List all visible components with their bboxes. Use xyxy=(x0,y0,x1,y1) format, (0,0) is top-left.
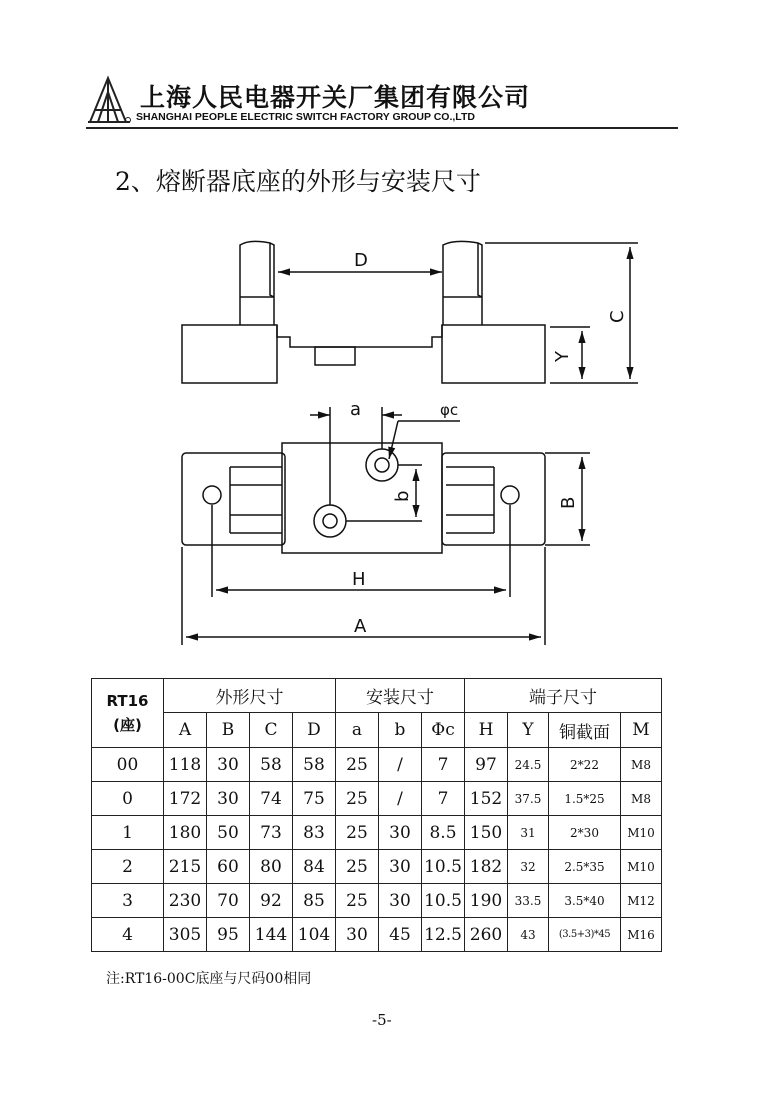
spec-table xyxy=(91,678,662,952)
table-cell: 50 xyxy=(207,816,250,850)
table-cell: 2 xyxy=(92,850,164,884)
col-header: B xyxy=(207,713,250,748)
table-cell: 104 xyxy=(293,918,336,952)
table-cell: 30 xyxy=(207,748,250,782)
table-cell: 43 xyxy=(508,918,549,952)
table-cell: 180 xyxy=(164,816,207,850)
table-cell: (3.5+3)*45 xyxy=(549,918,621,952)
table-cell: 58 xyxy=(293,748,336,782)
table-cell: 95 xyxy=(207,918,250,952)
table-cell: 70 xyxy=(207,884,250,918)
company-logo-icon xyxy=(86,74,132,126)
dim-label-Y: Y xyxy=(552,351,573,362)
dim-label-C: C xyxy=(607,310,628,323)
col-header: 铜截面 xyxy=(549,713,621,748)
table-cell: / xyxy=(379,748,422,782)
dim-label-b: b xyxy=(392,490,413,502)
table-row xyxy=(92,850,662,884)
table-cell: 172 xyxy=(164,782,207,816)
corner-line-1: RT16 xyxy=(106,692,149,710)
table-cell: M8 xyxy=(621,782,662,816)
table-cell: 2*30 xyxy=(549,816,621,850)
section-title: 2、熔断器底座的外形与安装尺寸 xyxy=(115,167,481,196)
table-cell: 3 xyxy=(92,884,164,918)
table-row xyxy=(92,918,662,952)
company-name-cn: 上海人民电器开关厂集团有限公司 xyxy=(140,83,531,112)
table-cell: 58 xyxy=(250,748,293,782)
table-cell: 144 xyxy=(250,918,293,952)
table-cell: 118 xyxy=(164,748,207,782)
table-cell: 215 xyxy=(164,850,207,884)
col-header: H xyxy=(465,713,508,748)
table-cell: 8.5 xyxy=(422,816,465,850)
dim-label-A: A xyxy=(354,616,367,637)
table-row xyxy=(92,782,662,816)
table-cell: 305 xyxy=(164,918,207,952)
table-row xyxy=(92,816,662,850)
col-header: A xyxy=(164,713,207,748)
table-cell: 30 xyxy=(379,884,422,918)
corner-line-2: (座) xyxy=(113,716,142,734)
table-cell: 1.5*25 xyxy=(549,782,621,816)
table-cell: 10.5 xyxy=(422,884,465,918)
col-header: Φc xyxy=(422,713,465,748)
dim-label-H: H xyxy=(352,569,366,590)
table-cell: 2.5*35 xyxy=(549,850,621,884)
company-name-en: SHANGHAI PEOPLE ELECTRIC SWITCH FACTORY GROUP CO.,LTD xyxy=(136,111,475,123)
table-cell: 75 xyxy=(293,782,336,816)
table-cell: 7 xyxy=(422,748,465,782)
table-cell: 25 xyxy=(336,884,379,918)
table-cell: M8 xyxy=(621,748,662,782)
table-cell: 25 xyxy=(336,850,379,884)
table-cell: 74 xyxy=(250,782,293,816)
table-group-header-row xyxy=(92,679,662,713)
table-cell: 24.5 xyxy=(508,748,549,782)
table-cell: 182 xyxy=(465,850,508,884)
table-cell: M16 xyxy=(621,918,662,952)
table-cell: 83 xyxy=(293,816,336,850)
table-cell: M10 xyxy=(621,816,662,850)
table-cell: 2*22 xyxy=(549,748,621,782)
table-column-header-row xyxy=(92,713,662,748)
footnote: 注:RT16-00C底座与尺码00相同 xyxy=(106,971,312,987)
table-cell: 230 xyxy=(164,884,207,918)
table-cell: 97 xyxy=(465,748,508,782)
dim-label-phic: φc xyxy=(440,401,459,419)
table-row xyxy=(92,884,662,918)
page-number: -5- xyxy=(372,1011,392,1029)
table-cell: 0 xyxy=(92,782,164,816)
table-cell: 30 xyxy=(379,816,422,850)
group-header-terminal: 端子尺寸 xyxy=(465,679,662,713)
dim-label-B: B xyxy=(558,496,579,509)
col-header: a xyxy=(336,713,379,748)
table-cell: 80 xyxy=(250,850,293,884)
col-header: M xyxy=(621,713,662,748)
table-cell: 73 xyxy=(250,816,293,850)
table-cell: 32 xyxy=(508,850,549,884)
table-cell: 84 xyxy=(293,850,336,884)
table-cell: M10 xyxy=(621,850,662,884)
table-cell: 3.5*40 xyxy=(549,884,621,918)
col-header: Y xyxy=(508,713,549,748)
header-divider xyxy=(86,127,678,129)
table-cell: 00 xyxy=(92,748,164,782)
col-header: D xyxy=(293,713,336,748)
table-cell: 4 xyxy=(92,918,164,952)
fuse-base-drawing xyxy=(160,235,640,655)
table-cell: 150 xyxy=(465,816,508,850)
table-cell: 30 xyxy=(379,850,422,884)
dim-label-D: D xyxy=(354,250,368,271)
table-cell: 152 xyxy=(465,782,508,816)
table-cell: 12.5 xyxy=(422,918,465,952)
table-cell: 31 xyxy=(508,816,549,850)
dim-label-a: a xyxy=(350,399,362,420)
table-cell: 33.5 xyxy=(508,884,549,918)
table-cell: 190 xyxy=(465,884,508,918)
table-cell: 30 xyxy=(207,782,250,816)
group-header-outline: 外形尺寸 xyxy=(164,679,336,713)
table-cell: 1 xyxy=(92,816,164,850)
col-header: b xyxy=(379,713,422,748)
table-cell: 45 xyxy=(379,918,422,952)
table-cell: 10.5 xyxy=(422,850,465,884)
table-cell: 25 xyxy=(336,782,379,816)
table-row xyxy=(92,748,662,782)
group-header-install: 安装尺寸 xyxy=(336,679,465,713)
table-cell: 37.5 xyxy=(508,782,549,816)
table-cell: / xyxy=(379,782,422,816)
top-view xyxy=(182,443,545,553)
table-cell: 30 xyxy=(336,918,379,952)
table-cell: M12 xyxy=(621,884,662,918)
table-cell: 92 xyxy=(250,884,293,918)
table-cell: 7 xyxy=(422,782,465,816)
table-cell: 60 xyxy=(207,850,250,884)
table-cell: 260 xyxy=(465,918,508,952)
table-cell: 25 xyxy=(336,748,379,782)
table-corner-cell xyxy=(92,679,164,748)
table-cell: 25 xyxy=(336,816,379,850)
col-header: C xyxy=(250,713,293,748)
table-cell: 85 xyxy=(293,884,336,918)
